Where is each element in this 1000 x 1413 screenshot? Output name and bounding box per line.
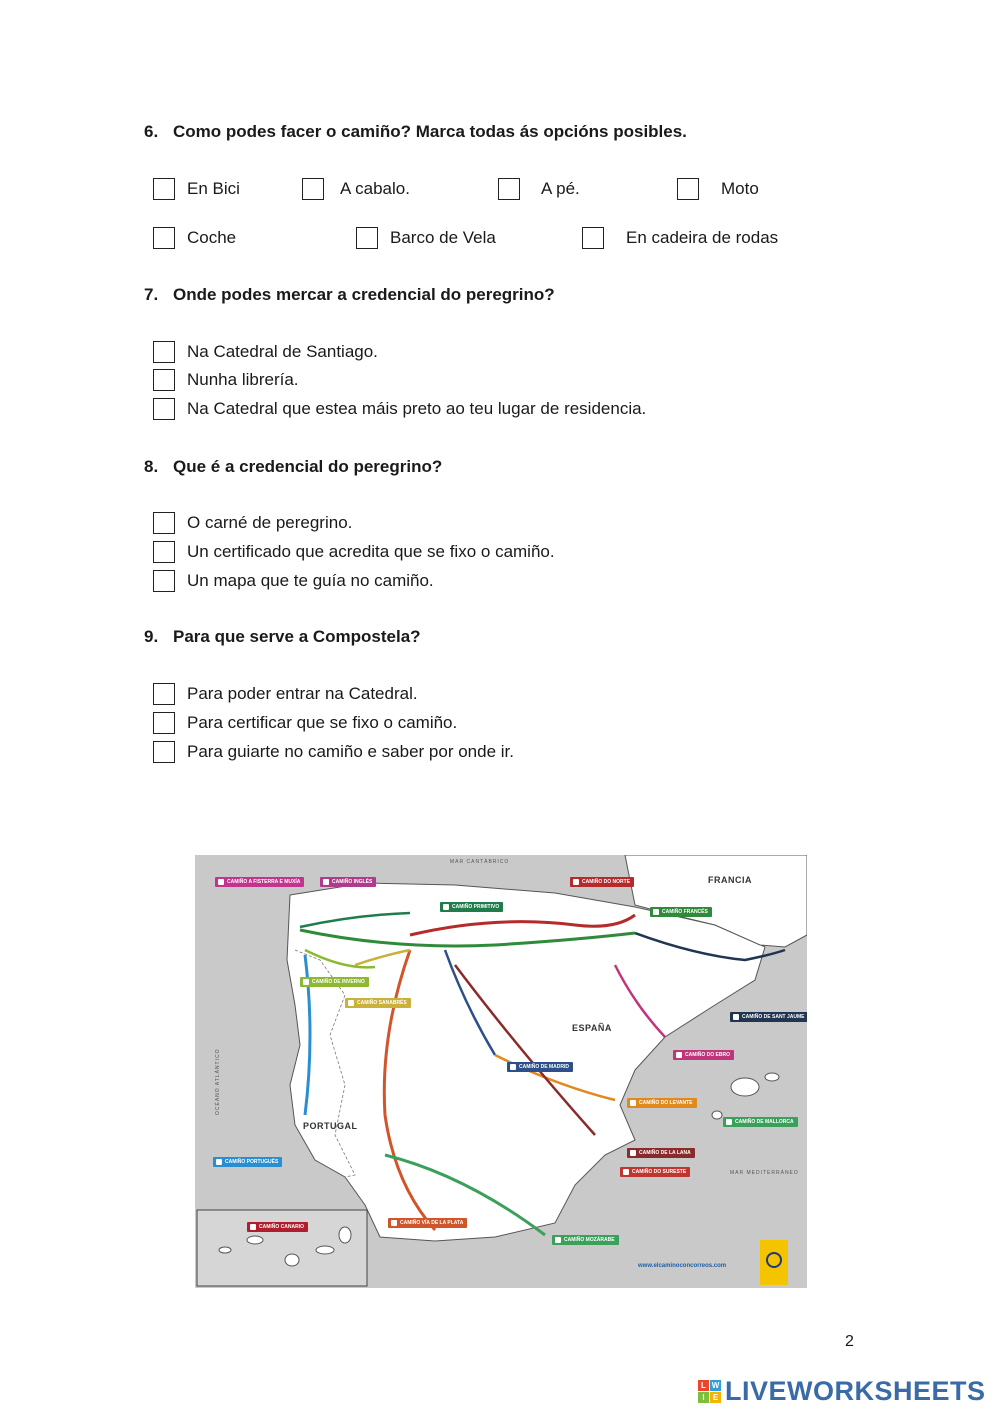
ibiza xyxy=(712,1111,722,1119)
liveworksheets-icon xyxy=(698,1380,721,1403)
legend-ebro: CAMIÑO DO EBRO xyxy=(673,1050,734,1060)
option-certificado[interactable]: Un certificado que acredita que se fixo o camiño. xyxy=(153,541,555,563)
brand-tile: I xyxy=(698,1392,709,1403)
checkbox[interactable] xyxy=(153,512,175,534)
option-libreria[interactable]: Nunha librería. xyxy=(153,369,299,391)
label-portugal: PORTUGAL xyxy=(303,1121,358,1131)
checkbox[interactable] xyxy=(302,178,324,200)
map-url: www.elcaminoconcorreos.com xyxy=(638,1263,727,1269)
correos-logo xyxy=(760,1240,788,1285)
menorca xyxy=(765,1073,779,1081)
question-9-title: 9. Para que serve a Compostela? xyxy=(144,627,421,646)
label-espana: ESPAÑA xyxy=(572,1023,612,1033)
legend-sanabres: CAMIÑO SANABRÉS xyxy=(345,998,411,1008)
option-en-cadeira-de-rodas[interactable]: En cadeira de rodas xyxy=(582,227,778,249)
question-8-title: 8. Que é a credencial do peregrino? xyxy=(144,457,443,476)
option-catedral-santiago[interactable]: Na Catedral de Santiago. xyxy=(153,341,378,363)
checkbox[interactable] xyxy=(153,741,175,763)
canary-island xyxy=(219,1247,231,1253)
brand-tile: W xyxy=(711,1381,720,1390)
checkbox[interactable] xyxy=(153,341,175,363)
option-mapa[interactable]: Un mapa que te guía no camiño. xyxy=(153,570,434,592)
option-a-pe[interactable]: A pé. xyxy=(498,178,580,200)
checkbox[interactable] xyxy=(356,227,378,249)
page-number: 2 xyxy=(845,1333,854,1350)
checkbox[interactable] xyxy=(498,178,520,200)
sea-label-mediterraneo: MAR MEDITERRÁNEO xyxy=(730,1170,799,1176)
checkbox[interactable] xyxy=(153,570,175,592)
option-coche[interactable]: Coche xyxy=(153,227,236,249)
legend-madrid: CAMIÑO DE MADRID xyxy=(507,1062,573,1072)
checkbox[interactable] xyxy=(153,541,175,563)
checkbox[interactable] xyxy=(153,398,175,420)
canary-island xyxy=(285,1254,299,1266)
legend-lana: CAMIÑO DE LA LANA xyxy=(627,1148,695,1158)
legend-canario: CAMIÑO CANARIO xyxy=(247,1222,308,1232)
sea-label-cantabrico: MAR CANTÁBRICO xyxy=(450,859,510,865)
brand-tile: L xyxy=(698,1380,709,1391)
legend-mozarabe: CAMIÑO MOZÁRABE xyxy=(552,1235,619,1245)
checkbox[interactable] xyxy=(677,178,699,200)
legend-norte: CAMIÑO DO NORTE xyxy=(570,877,634,887)
option-en-bici[interactable]: En Bici xyxy=(153,178,240,200)
legend-sureste: CAMIÑO DO SURESTE xyxy=(620,1167,690,1177)
checkbox[interactable] xyxy=(153,712,175,734)
question-6-title: 6. Como podes facer o camiño? Marca todas ás opcións posibles. xyxy=(144,122,687,141)
option-barco-de-vela[interactable]: Barco de Vela xyxy=(356,227,496,249)
mallorca xyxy=(731,1078,759,1096)
brand-name: LIVEWORKSHEETS xyxy=(725,1376,986,1406)
canary-island xyxy=(247,1236,263,1244)
option-a-cabalo[interactable]: A cabalo. xyxy=(302,178,410,200)
legend-portugues: CAMIÑO PORTUGUÉS xyxy=(213,1157,282,1167)
legend-sant-jaume: CAMIÑO DE SANT JAUME xyxy=(730,1012,807,1022)
legend-ingles: CAMIÑO INGLÉS xyxy=(320,877,376,887)
camino-routes-map xyxy=(195,855,807,1288)
legend-fisterra: CAMIÑO A FISTERRA E MUXÍA xyxy=(215,877,304,887)
canary-island xyxy=(316,1246,334,1254)
sea-label-atlantico: OCÉANO ATLÁNTICO xyxy=(215,1048,221,1115)
canary-island xyxy=(339,1227,351,1243)
brand-tile: E xyxy=(710,1392,721,1403)
liveworksheets-logo xyxy=(698,1376,986,1407)
checkbox[interactable] xyxy=(153,227,175,249)
checkbox[interactable] xyxy=(582,227,604,249)
legend-levante: CAMIÑO DO LEVANTE xyxy=(627,1098,697,1108)
checkbox[interactable] xyxy=(153,683,175,705)
legend-primitivo: CAMIÑO PRIMITIVO xyxy=(440,902,503,912)
label-francia: FRANCIA xyxy=(708,875,752,885)
legend-mallorca: CAMIÑO DE MALLORCA xyxy=(723,1117,798,1127)
legend-frances: CAMIÑO FRANCÉS xyxy=(650,907,712,917)
option-catedral-preto[interactable]: Na Catedral que estea máis preto ao teu lugar de residencia. xyxy=(153,398,646,420)
legend-plata: CAMIÑO VÍA DE LA PLATA xyxy=(388,1218,467,1228)
option-moto[interactable]: Moto xyxy=(677,178,759,200)
question-7-title: 7. Onde podes mercar a credencial do peregrino? xyxy=(144,285,555,304)
option-carne[interactable]: O carné de peregrino. xyxy=(153,512,352,534)
checkbox[interactable] xyxy=(153,178,175,200)
option-certificar[interactable]: Para certificar que se fixo o camiño. xyxy=(153,712,457,734)
option-guiarte[interactable]: Para guiarte no camiño e saber por onde ir. xyxy=(153,741,514,763)
option-entrar-catedral[interactable]: Para poder entrar na Catedral. xyxy=(153,683,418,705)
checkbox[interactable] xyxy=(153,369,175,391)
legend-inverno: CAMIÑO DE INVERNO xyxy=(300,977,369,987)
